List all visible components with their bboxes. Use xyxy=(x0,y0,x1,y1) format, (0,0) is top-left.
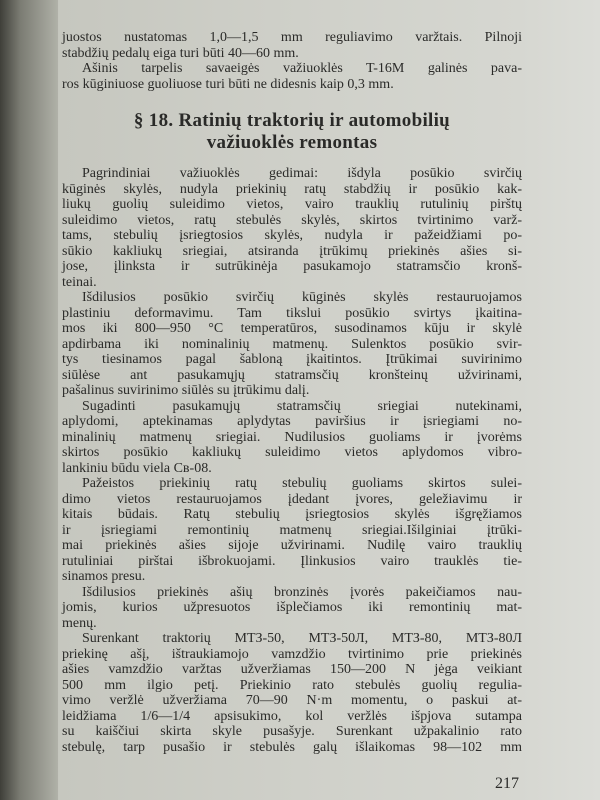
intro-text xyxy=(62,30,522,92)
text-line: Pažeistos priekinių ratų stebulių guoliams skirtos sulei- xyxy=(82,476,522,491)
text-line: ros kūginiuose guoliuose turi būti ne didesnis kaip 0,3 mm. xyxy=(62,76,394,92)
text-line: priekinę ašį, ištraukiamojo vamzdžio tvirtinimo prie priekinės xyxy=(62,646,522,662)
book-spine-shadow xyxy=(0,0,58,800)
text-line: kitais būdais. Ratų stebulių įsriegtosios skylės išgręžiamos xyxy=(62,507,522,522)
text-line: Sugadinti pasukamųjų statramsčių sriegiai nutekinami, xyxy=(82,398,522,414)
text-line: vimo veržlė užveržiama 70—90 N·m momentu, o paskui at- xyxy=(62,693,522,708)
text-line: ir įsriegiami remontinių matmenų sriegiai.Išilginiai įtrūki- xyxy=(62,522,522,538)
text-line: dimo vietos restauruojamos įdedant įvores, geležiavimu ir xyxy=(62,491,522,507)
text-column xyxy=(62,30,522,755)
text-line: stabdžių pedalų eiga turi būti 40—60 mm. xyxy=(62,45,299,61)
text-line: liukų guolių suleidimo vietos, vairo trauklių rutulinių pirštų xyxy=(62,197,522,212)
text-line: teinai. xyxy=(62,274,97,290)
text-line: stebulę, tarp pusašio ir stebulės galų išlaikomas 98—102 mm xyxy=(62,739,522,755)
text-line: mai priekinės ašies sijoje užvirinami. Nudilę vairo trauklių xyxy=(62,538,522,553)
text-line: Pagrindiniai važiuoklės gedimai: išdyla posūkio svirčių xyxy=(82,166,522,181)
text-line: pašalinus suvirinimo siūlės su įtrūkimu dalį. xyxy=(62,383,310,398)
paragraph xyxy=(62,61,522,92)
text-line: su kaiščiui skirta skyle pusašyje. Surenkant užpakalinio rato xyxy=(62,724,522,739)
text-line: 500 mm ilgio petį. Priekinio rato stebulės guolių regulia- xyxy=(62,677,522,693)
text-line: leidžiama 1/6—1/4 apsisukimo, kol veržlės išpjova sutampa xyxy=(62,708,522,724)
text-line: plastiniu deformavimu. Tam tikslui posūkio svirtys įkaitina- xyxy=(62,305,522,321)
text-line: suleidimo vietos, ratų stebulės skylės, skirtos tvirtinimo varž- xyxy=(62,212,522,228)
page-number: 217 xyxy=(495,775,519,792)
text-line: tys tiesinamos pagal šabloną įkaitintos. Įtrūkimai suvirinimo xyxy=(62,352,522,367)
text-line: juostos nustatomas 1,0—1,5 mm reguliavimo varžtais. Pilnoji xyxy=(62,30,522,45)
text-line: apdirbama iki nominalinių matmenų. Sulenktos posūkio svir- xyxy=(62,336,522,352)
text-line: ašies vamzdžio varžtas užveržiamas 150—200 N jėga veikiant xyxy=(62,662,522,677)
text-line: Išdilusios posūkio svirčių kūginės skylės restauruojamos xyxy=(82,290,522,305)
text-line: aplydomi, aptekinamas aplydytas paviršius ir įsriegiami no- xyxy=(62,414,522,429)
text-line: Surenkant traktorių МТЗ-50, МТЗ-50Л, МТЗ-80, МТЗ-80Л xyxy=(82,631,522,646)
text-line: minalinių matmenų sriegiai. Nudilusios guoliams ir įvorėms xyxy=(62,429,522,445)
paragraph xyxy=(62,30,522,61)
paragraph xyxy=(62,290,522,399)
text-line: sūkio kakliukų sriegiai, atsiranda įtrūkimų priekinės ašies si- xyxy=(62,243,522,259)
text-line: menų. xyxy=(62,615,97,631)
paragraph xyxy=(62,476,522,585)
heading-line-1: § 18. Ratinių traktorių ir automobilių xyxy=(133,110,451,131)
text-line: sinamos presu. xyxy=(62,569,146,584)
text-line: skirtos posūkio kakliukų suleidimo vietos aplydomos vibro- xyxy=(62,445,522,460)
text-line: rutuliniai pirštai išbrokuojami. Įlinkusios vairo trauklės tie- xyxy=(62,553,522,569)
text-line: jose, įlinksta ir sutrūkinėja pasukamojo statramsčio kronš- xyxy=(62,259,522,274)
text-line: Ašinis tarpelis savaeigės važiuoklės T-16M galinės pava- xyxy=(82,61,522,76)
text-line: kūginės skylės, nudyla priekinių ratų stabdžių ir posūkio kak- xyxy=(62,181,522,197)
text-line: mos iki 800—950 °C temperatūros, susodinamos kūju ir skylė xyxy=(62,321,522,336)
paragraph xyxy=(62,631,522,755)
body-text xyxy=(62,166,522,755)
paragraph xyxy=(62,399,522,477)
text-line: siūlėse ant pasukamųjų statramsčių kronšteinų užvirinami, xyxy=(62,367,522,383)
text-line: lankiniu būdu viela Св-08. xyxy=(62,460,212,476)
section-heading xyxy=(62,110,522,154)
text-line: tams, stebulių įsriegtosios skylės, nudyla ir pažeidžiami po- xyxy=(62,228,522,243)
text-line: jomis, kurios užpresuotos išplečiamos iki remontinių mat- xyxy=(62,600,522,615)
paragraph xyxy=(62,166,522,290)
paragraph xyxy=(62,585,522,632)
text-line: Išdilusios priekinės ašių bronzinės įvorės pakeičiamos nau- xyxy=(82,584,522,600)
heading-line-2: važiuoklės remontas xyxy=(206,132,378,153)
